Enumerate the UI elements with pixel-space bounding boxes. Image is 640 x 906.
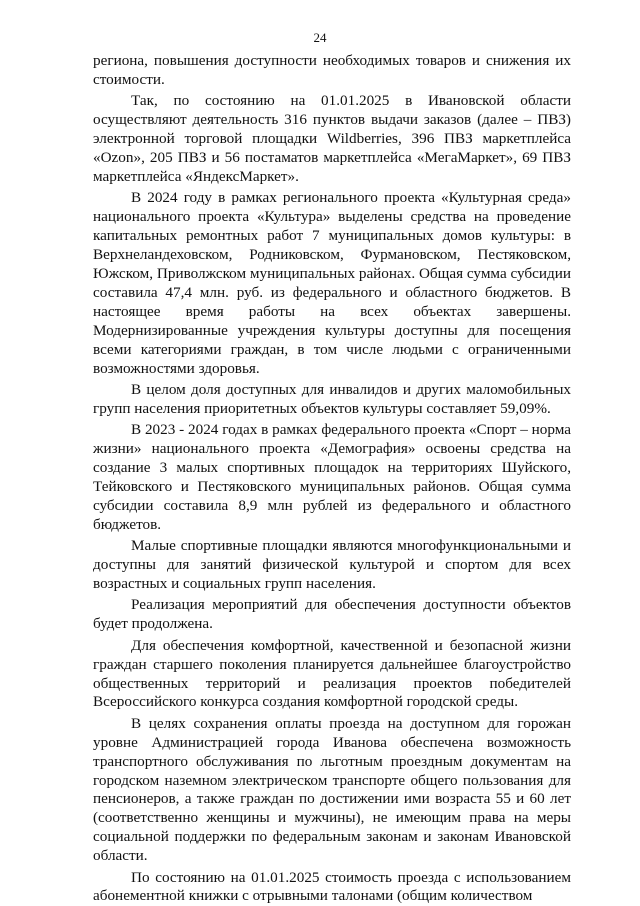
paragraph-continuation: региона, повышения доступности необходимых товаров и снижения их стоимости. <box>93 52 571 88</box>
page-number: 24 <box>313 30 327 45</box>
paragraph-fare-cost: По состоянию на 01.01.2025 стоимость проезда с использованием абонементной книжки с отрывными талонами (общим количеством <box>93 868 571 905</box>
document-body <box>93 52 571 906</box>
paragraph-continuation-note: Реализация мероприятий для обеспечения доступности объектов будет продолжена. <box>93 596 571 633</box>
paragraph-sport-project: В 2023 - 2024 годах в рамках федерального проекта «Спорт – норма жизни» национального проекта «Демография» освоены средства на создание 3 малых спортивных площадок на территориях Шуйского, Тейковского и Пестяковского муниципальных районов. Общая сумма субсидии составила 8,9 млн рублей из федерального и областного бюджетов. <box>93 421 571 533</box>
paragraph-pvz-count: Так, по состоянию на 01.01.2025 в Ивановской области осуществляют деятельность 316 пунктов выдачи заказов (далее – ПВЗ) электронной торговой площадки Wildberries, 396 ПВЗ маркетплейса «Ozon», 205 ПВЗ и 56 постаматов маркетплейса «МегаМаркет», 69 ПВЗ маркетплейса «ЯндексМаркет». <box>93 92 571 185</box>
paragraph-comfort-environment: Для обеспечения комфортной, качественной и безопасной жизни граждан старшего поколения планируется дальнейшее благоустройство общественных территорий и реализация проектов победителей Всероссийского конкурса создания комфортной городской среды. <box>93 636 571 711</box>
paragraph-sport-grounds: Малые спортивные площадки являются многофункциональными и доступны для занятий физической культурой и спортом для всех возрастных и социальных групп населения. <box>93 537 571 592</box>
paragraph-transport-benefits: В целях сохранения оплаты проезда на доступном для горожан уровне Администрацией города Иванова обеспечена возможность транспортного обслуживания по льготным проездным документам на городском наземном электрическом транспорте общего пользования для пенсионеров, а также граждан по достижении ими возраста 55 и 60 лет (соответственно женщины и мужчины), не имеющим права на меры социальной поддержки по федеральным законам и законам Ивановской области. <box>93 714 571 865</box>
paragraph-culture-accessibility: В целом доля доступных для инвалидов и других маломобильных групп населения приоритетных объектов культуры составляет 59,09%. <box>93 380 571 417</box>
paragraph-culture-project: В 2024 году в рамках регионального проекта «Культурная среда» национального проекта «Культура» выделены средства на проведение капитальных ремонтных работ 7 муниципальных домов культуры: в Верхнеландеховском, Родниковском, Фурмановском, Пестяковском, Южском, Приволжском муниципальных районах. Общая сумма субсидии составила 47,4 млн. руб. из федерального и областного бюджетов. В настоящее время работы на всех объектах завершены. Модернизированные учреждения культуры доступны для посещения всеми категориями граждан, в том числе людьми с ограниченными возможностями здоровья. <box>93 189 571 377</box>
